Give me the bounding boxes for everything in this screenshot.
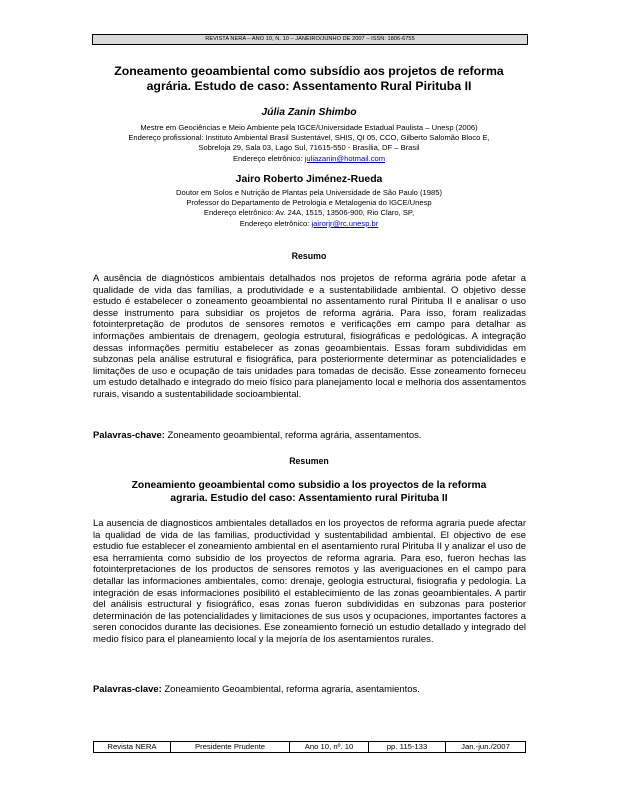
email-link[interactable]: jairorjr@rc.unesp.br: [311, 218, 379, 228]
resumen-heading: Resumen: [289, 456, 329, 466]
resumo-keywords: [93, 430, 526, 442]
footer-pages: pp. 115-133: [369, 742, 446, 753]
subtitle-line-1: Zoneamiento geoambiental como subsidio a los proyectos de la reforma: [131, 480, 487, 491]
resumen-keywords: [93, 684, 526, 696]
citation-footer: [93, 741, 526, 753]
email-line: [80, 219, 538, 229]
affiliation-line: Doutor em Solos e Nutrição de Plantas pela Universidade de São Paulo (1985): [176, 188, 442, 197]
author-name-1: Júlia Zanin Shimbo: [261, 107, 357, 118]
email-label: Endereço eletrônico:: [239, 218, 310, 228]
resumen-paragraph: La ausencia de diagnosticos ambientales detallados en los proyectos de reforma agraria puede afectar la qualidad de vida de las familias, productividad y sustentabilidad ambiental. El objectivo de ese estudio fue establecer el zoneamiento ambiental en el asentamiento rural Pirituba II y analizar el uso de esa herramienta como subsidio de los proyectos de reforma agraria. Para eso, fueron hechas las fotointerpretaciones de los productos de sensores remotos y las averiguaciones en el campo para detallar las informaciones ambientales, como: drenaje, geologia estructural, fisiografia y pedologia. La integración de esas informaciones posibilitó el establecimiento de las zonas geoambientales. A partir del análisis estructural y fisiográfico, esas zonas fueron subdivididas en subzonas para posterior determinación de las potencialidades y limitaciones de sus usos y ocupaciones, importantes factores a seren conocidos durante las decisiones. Ese zoneamiento forneció un estudio detallado y integrado del medio físico para el planeamiento local y la mejoría de los asentamientos rurales.: [93, 518, 526, 645]
email-line: [80, 154, 538, 164]
title-line-1: Zoneamento geoambiental como subsídio aos projetos de reforma: [114, 64, 504, 78]
affiliation-line: Endereço profissional: Instituto Ambiental Brasil Sustentável, SHIS, QI 05, CCO, Gilberto Salomão Bloco E,: [128, 133, 490, 143]
footer-issue: Ano 10, nº. 10: [290, 742, 369, 753]
keywords-text: Zoneamiento Geoambiental, reforma agraria, asentamientos.: [164, 684, 420, 695]
email-link[interactable]: juliazanin@hotmail.com: [304, 153, 386, 163]
affiliation-line: Sobreloja 29, Sala 03, Lago Sul, 71615-550 - Brasília, DF – Brasil: [198, 143, 420, 153]
article-title: [80, 64, 538, 94]
keywords-text: Zoneamento geoambiental, reforma agrária, assentamentos.: [167, 430, 422, 441]
resumen-subtitle: [80, 480, 538, 505]
footer-date: Jan.-jun./2007: [446, 742, 526, 753]
affiliation-line: Professor do Departamento de Petrologia e Metalogenia do IGCE/Unesp: [186, 198, 432, 208]
footer-row: [94, 742, 526, 753]
footer-city: Presidente Prudente: [171, 742, 290, 753]
resumo-paragraph: A ausência de diagnósticos ambientais detalhados nos projetos de reforma agrária pode afetar a qualidade de vida das famílias, a produtividade e a sustentabilidade ambiental. O objetivo desse estudo é estabelecer o zoneamento geoambiental no assentamento rural Pirituba II e analisar o uso desse instrumento para subsidiar os projetos de reforma agrária. Para isso, foram realizadas fotointerpretação de produtos de sensores remotos e verificações em campo para detalhar as informações ambientais de drenagem, geologia estrutural, fisiográficas e pedológicas. A integração dessas informações permitiu estabelecer as zonas geoambientais. Essas foram subdivididas em subzonas pela análise estrutural e fisiográfica, para posteriormente determinar as potencialidades e limitações de uso e ocupação de tais unidades para tomadas de decisão. Esse zoneamento forneceu um estudo detalhado e integrado do meio físico para planejamento local e melhoria dos assentamentos rurais, visando a sustentabilidade socioambiental.: [93, 273, 526, 400]
keywords-label: Palavras-clave:: [93, 684, 162, 695]
email-label: Endereço eletrônico:: [232, 153, 303, 163]
affiliation-line: Mestre em Geociências e Meio Ambiente pela IGCE/Universidade Estadual Paulista – Unesp (2006): [140, 123, 478, 132]
author-affiliation-2: [80, 188, 538, 229]
footer-journal: Revista NERA: [94, 742, 171, 753]
author-name-2: Jairo Roberto Jiménez-Rueda: [235, 174, 383, 185]
resumo-heading: Resumo: [291, 251, 327, 261]
subtitle-line-2: agraria. Estudio del caso: Assentamiento rural Pirituba II: [170, 492, 448, 504]
author-affiliation-1: [80, 123, 538, 164]
journal-header: REVISTA NERA – ANO 10, N. 10 – JANEIRO/JUNHO DE 2007 – ISSN: 1806-6755: [92, 34, 528, 45]
keywords-label: Palavras-chave:: [93, 430, 165, 441]
affiliation-line: Endereço eletrônico: Av. 24A, 1515, 13506-900, Rio Claro, SP,: [203, 208, 415, 218]
title-line-2: agrária. Estudo de caso: Assentamento Rural Pirituba II: [146, 79, 472, 93]
